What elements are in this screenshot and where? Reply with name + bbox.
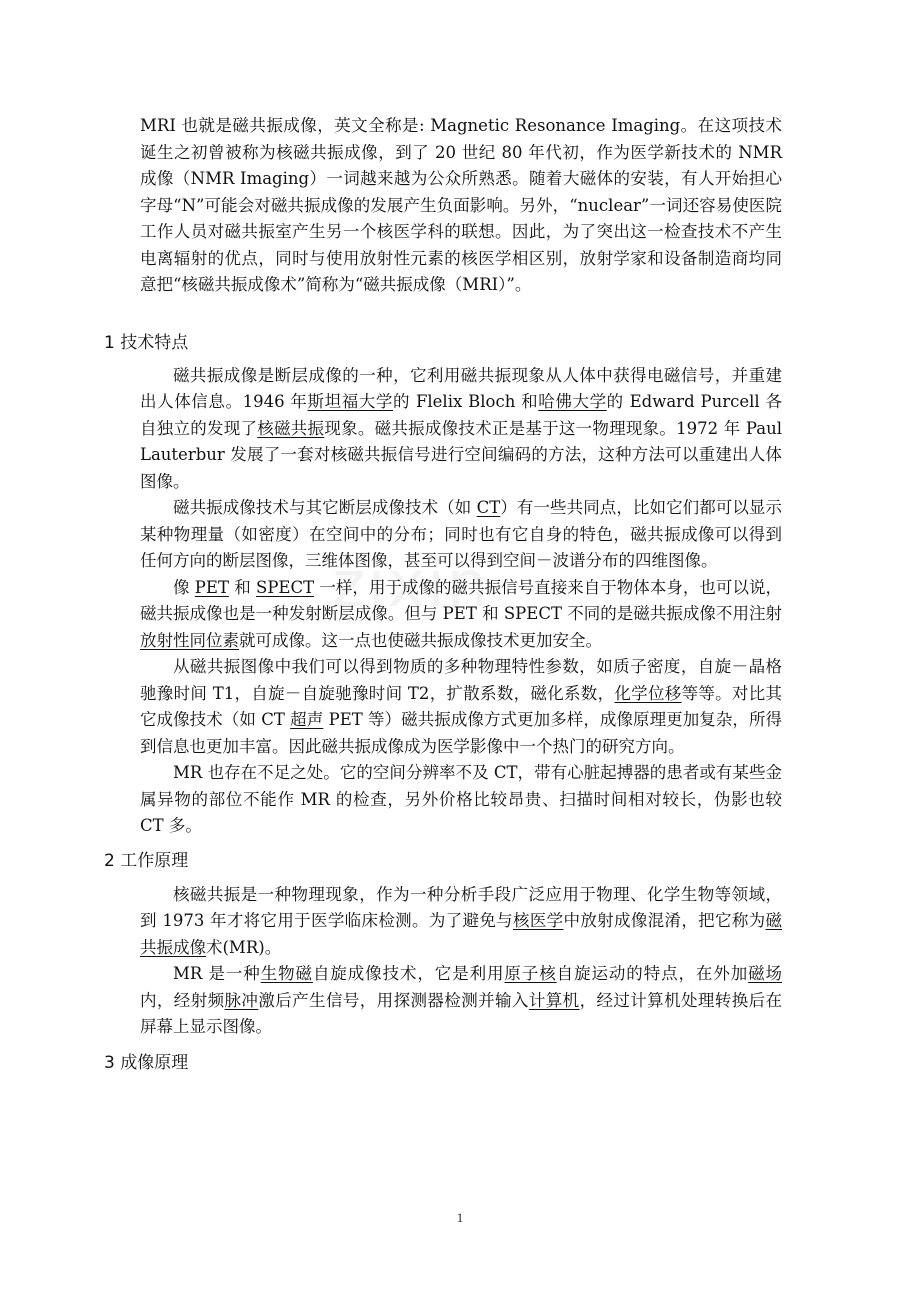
text-run: 磁共振成像是断层成像的一种，它利用磁共振现象从人体中获得电磁信号，并重建出人体信息。1946 年 <box>140 365 782 411</box>
text-run: ）有一些共同点，比如它们都可以显示某种物理量（如密度）在空间中的分布；同时也有它自身的特色，磁共振成像可以得到任何方向的断层图像，三维体图像，甚至可以得到空间－波谱分布的四维图像。 <box>140 498 782 570</box>
link-computer[interactable]: 计算机 <box>528 990 580 1010</box>
link-nucleus[interactable]: 原子核 <box>504 964 557 983</box>
text-run: 激后产生信号，用探测器检测并输入 <box>258 990 529 1010</box>
link-pet[interactable]: PET <box>194 577 229 597</box>
link-magnetic-field[interactable]: 磁场 <box>748 964 783 983</box>
link-stanford[interactable]: 斯坦福大学 <box>307 392 393 411</box>
section-1-paragraph-4 <box>140 654 782 760</box>
text-run: 核磁共振是一种物理现象，作为一种分析手段广泛应用于物理、化学生物等领域，到 1973 年才将它用于医学临床检测。为了避免与 <box>140 884 782 930</box>
text-run: 就可成像。这一点也使磁共振成像技术更加安全。 <box>239 630 602 650</box>
link-ct[interactable]: CT <box>476 498 501 517</box>
text-run: 自旋运动的特点，在外加 <box>556 964 749 983</box>
document-body <box>104 113 783 1076</box>
link-ultrasound[interactable]: 超声 <box>290 710 324 729</box>
text-run: 等等。对比其它成像技术（如 CT <box>140 683 783 729</box>
link-mri[interactable]: 磁共振成像 <box>140 911 783 957</box>
section-2-paragraph-1 <box>140 882 782 962</box>
text-run: 磁共振成像技术与其它断层成像技术（如 <box>173 498 477 517</box>
link-harvard[interactable]: 哈佛大学 <box>538 392 607 411</box>
section-1-paragraph-5: MR 也存在不足之处。它的空间分辨率不及 CT，带有心脏起搏器的患者或有某些金属异物的部位不能作 MR 的检查，另外价格比较昂贵、扫描时间相对较长，伪影也较 CT 多。 <box>140 763 782 835</box>
text-run: 的 Edward Purcell 各自独立的发现了 <box>140 392 782 438</box>
section-1-paragraph-2 <box>140 495 782 575</box>
intro-paragraph: MRI 也就是磁共振成像，英文全称是: Magnetic Resonance Imaging。在这项技术诞生之初曾被称为核磁共振成像，到了 20 世纪 80 年代初，作为医学新技术的 NMR 成像（NMR Imaging）一词越来越为公众所熟悉。随着大磁体的安装，有人开始担心字母“N”可能会对磁共振成像的发展产生负面影响。另外，“nuclear”一词还容易使医院工作人员对磁共振室产生另一个核医学科的联想。因此，为了突出这一检查技术不产生电离辐射的优点，同时与使用放射性元素的核医学相区别，放射学家和设备制造商均同意把“核磁共振成像术”简称为“磁共振成像（MRI）”。 <box>140 116 782 294</box>
link-radioisotope[interactable]: 放射性同位素 <box>140 630 239 650</box>
link-nmr[interactable]: 核磁共振 <box>257 418 325 438</box>
link-nuclear-medicine[interactable]: 核医学 <box>513 911 564 930</box>
text-run: 的 Flelix Bloch 和 <box>393 392 539 411</box>
text-run: 术(MR)。 <box>206 937 282 957</box>
link-chemical-shift[interactable]: 化学位移 <box>614 683 682 703</box>
section-3-heading: 3 成像原理 <box>104 1052 189 1073</box>
section-1-paragraph-3 <box>140 575 782 655</box>
section-1-heading: 1 技术特点 <box>104 332 189 353</box>
page-number: 1 <box>456 1210 464 1225</box>
link-spect[interactable]: SPECT <box>256 577 315 597</box>
text-run: 内，经射频 <box>140 990 225 1010</box>
text-run: 和 <box>228 577 257 597</box>
text-run: 像 <box>173 577 195 597</box>
section-1-paragraph-1 <box>140 363 782 496</box>
section-2-heading: 2 工作原理 <box>104 850 189 871</box>
text-run: 现象。磁共振成像技术正是基于这一物理现象。1972 年 Paul Lauterbur 发展了一套对核磁共振信号进行空间编码的方法，这种方法可以重建出人体图像。 <box>140 418 783 491</box>
text-run: 从磁共振图像中我们可以得到物质的多种物理特性参数，如质子密度，自旋－晶格驰豫时间 T1，自旋－自旋驰豫时间 T2，扩散系数，磁化系数， <box>140 657 782 703</box>
link-biomagnetism[interactable]: 生物磁 <box>260 964 313 983</box>
link-pulse[interactable]: 脉冲 <box>224 990 259 1010</box>
text-run: 自旋成像技术，它是利用 <box>312 964 505 983</box>
text-run: 一样，用于成像的磁共振信号直接来自于物体本身，也可以说，磁共振成像也是一种发射断层成像。但与 PET 和 SPECT 不同的是磁共振成像不用注射 <box>140 577 782 623</box>
text-run: PET 等）磁共振成像方式更加多样，成像原理更加复杂，所得到信息也更加丰富。因此磁共振成像成为医学影像中一个热门的研究方向。 <box>140 710 782 756</box>
text-run: 中放射成像混淆，把它称为 <box>563 911 766 930</box>
section-2-paragraph-2 <box>140 961 782 1041</box>
text-run: MR 是一种 <box>173 964 261 983</box>
text-run: ，经过计算机处理转换后在屏幕上显示图像。 <box>140 990 783 1036</box>
